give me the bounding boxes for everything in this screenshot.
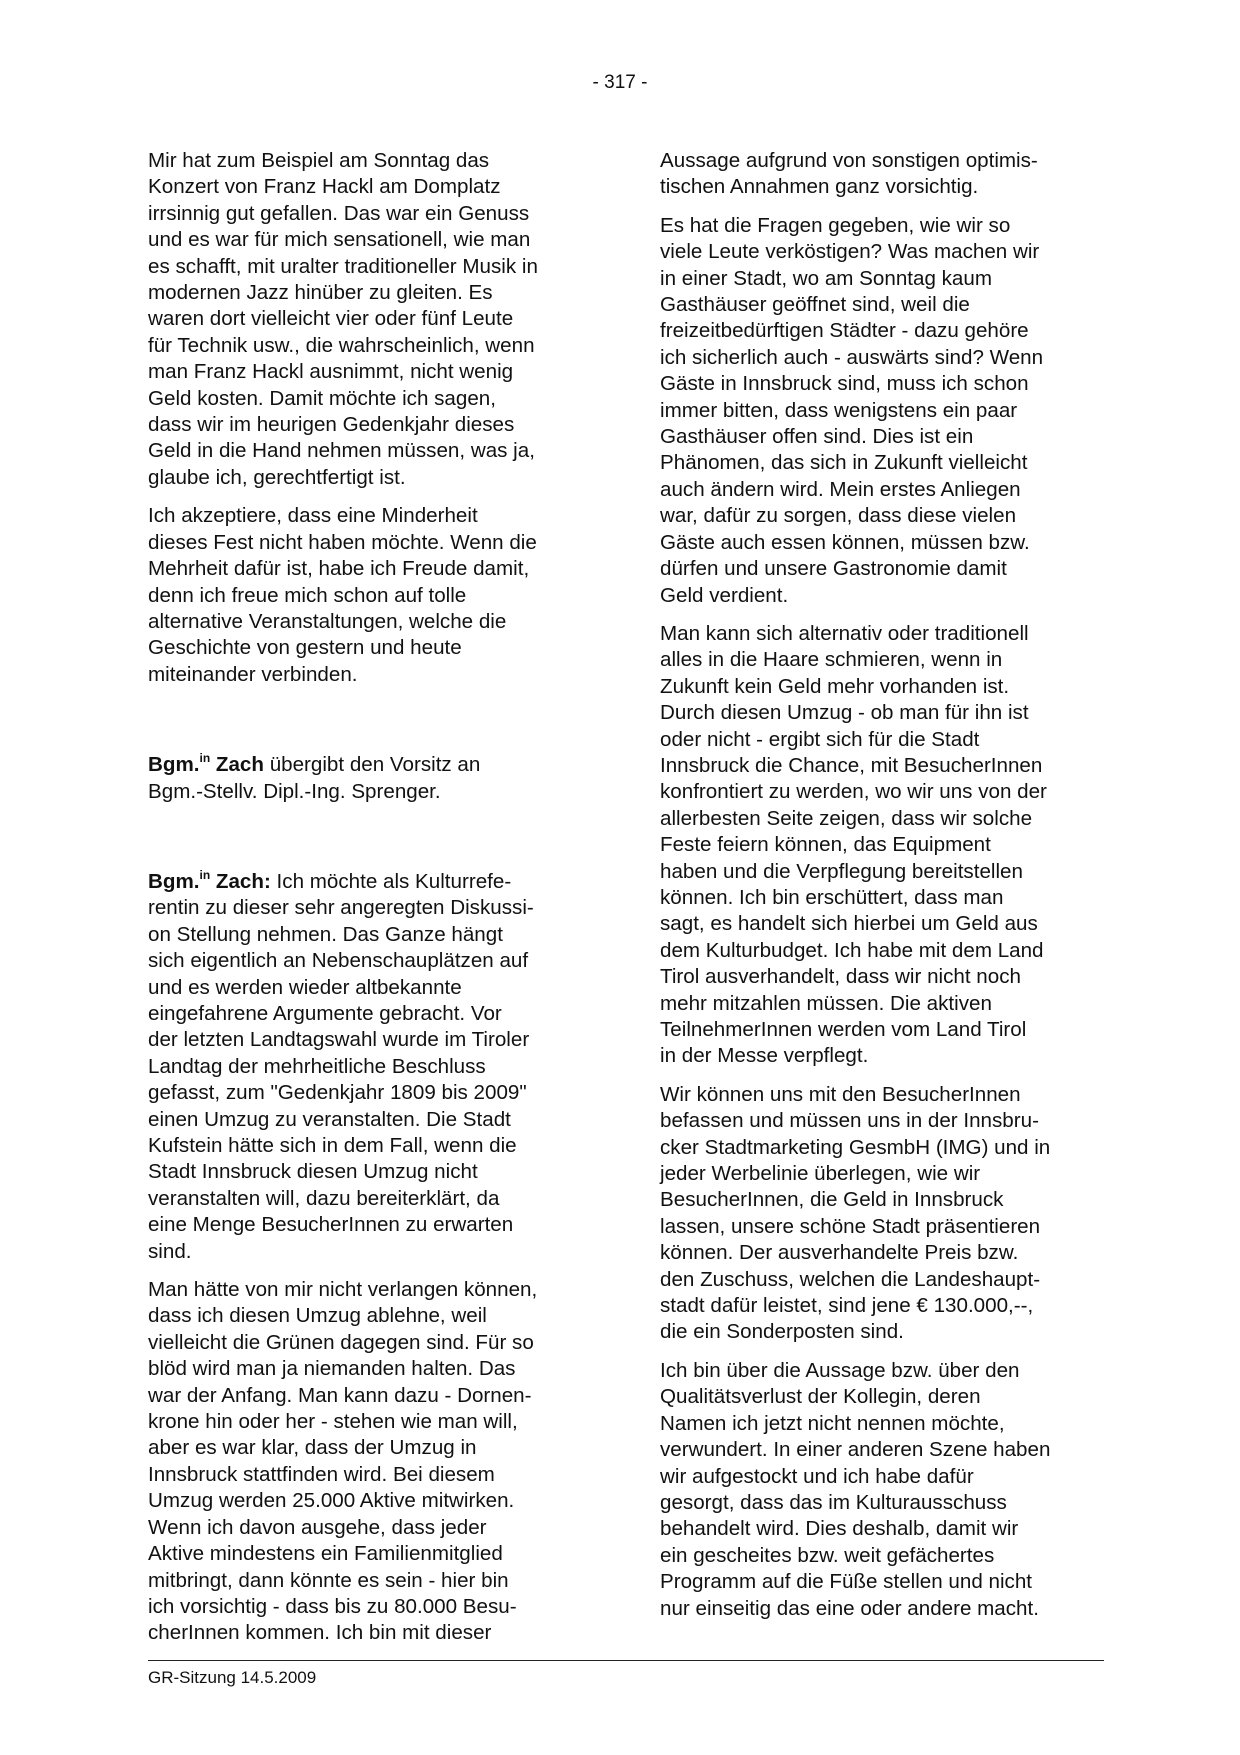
text-line: befassen und müssen uns in der Innsbru-	[660, 1109, 1039, 1133]
text-line: Aussage aufgrund von sonstigen optimis-	[660, 149, 1038, 172]
text-line: können. Der ausverhandelte Preis bzw.	[660, 1241, 1019, 1265]
text-line: war, dafür zu sorgen, dass diese vielen	[660, 504, 1017, 528]
text-line: konfrontiert zu werden, wo wir uns von der	[660, 780, 1047, 804]
text-line: Mehrheit dafür ist, habe ich Freude damit,	[148, 557, 530, 581]
text-line: veranstalten will, dazu bereiterklärt, da	[148, 1186, 500, 1210]
text-line: on Stellung nehmen. Das Ganze hängt	[148, 922, 503, 946]
text-line: sich eigentlich an Nebenschauplätzen auf	[148, 949, 529, 973]
text-line: Ich möchte als Kulturrefe-	[270, 869, 512, 893]
text-line: dieses Fest nicht haben möchte. Wenn die	[148, 530, 537, 554]
text-line: Man hätte von mir nicht verlangen können,	[148, 1278, 538, 1302]
text-line: den Zuschuss, welchen die Landeshaupt-	[660, 1267, 1041, 1291]
text-line: wir aufgestockt und ich habe dafür	[660, 1464, 974, 1488]
text-line: für Technik usw., die wahrscheinlich, wenn	[148, 333, 535, 357]
paragraph	[660, 1082, 1112, 1346]
text-line: gesorgt, dass das im Kulturausschuss	[660, 1490, 1007, 1514]
text-line: Gäste auch essen können, müssen bzw.	[660, 530, 1030, 554]
left-column	[148, 148, 598, 1647]
text-line: Es hat die Fragen gegeben, wie wir so	[660, 213, 1011, 237]
text-line: Geld verdient.	[660, 583, 789, 607]
speaker-name: Zach	[215, 753, 264, 777]
text-line: und es werden wieder altbekannte	[148, 975, 462, 999]
text-line: stadt dafür leistet, sind jene € 130.000,--,	[660, 1294, 1034, 1318]
text-line: eingefahrene Argumente gebracht. Vor	[148, 1001, 502, 1025]
text-line: dass ich diesen Umzug ablehne, weil	[148, 1304, 487, 1328]
text-line: viele Leute verköstigen? Was machen wir	[660, 240, 1040, 264]
text-line: Namen ich jetzt nicht nennen möchte,	[660, 1411, 1005, 1435]
text-line: Stadt Innsbruck diesen Umzug nicht	[148, 1160, 478, 1184]
text-line: in der Messe verpflegt.	[660, 1044, 869, 1068]
text-line: Gäste in Innsbruck sind, muss ich schon	[660, 372, 1029, 396]
text-line: denn ich freue mich schon auf tolle	[148, 583, 467, 607]
text-line: Innsbruck die Chance, mit BesucherInnen	[660, 753, 1043, 777]
text-line: eine Menge BesucherInnen zu erwarten	[148, 1213, 514, 1237]
text-line: mehr mitzahlen müssen. Die aktiven	[660, 991, 992, 1015]
text-line: Geld kosten. Damit möchte ich sagen,	[148, 386, 496, 410]
text-line: miteinander verbinden.	[148, 662, 358, 686]
text-line: krone hin oder her - stehen wie man will,	[148, 1410, 518, 1434]
text-line: aber es war klar, dass der Umzug in	[148, 1436, 477, 1460]
text-line: Mir hat zum Beispiel am Sonntag das	[148, 149, 490, 172]
text-line: dass wir im heurigen Gedenkjahr dieses	[148, 413, 515, 437]
text-line: Wir können uns mit den BesucherInnen	[660, 1082, 1021, 1106]
text-line: Kufstein hätte sich in dem Fall, wenn die	[148, 1134, 517, 1157]
page-number: - 317 -	[592, 72, 648, 93]
text-line: in einer Stadt, wo am Sonntag kaum	[660, 266, 992, 290]
text-line: jeder Werbelinie überlegen, wie wir	[660, 1162, 981, 1186]
speaker-title: Bgm.	[148, 869, 200, 893]
speaker-label	[148, 753, 264, 776]
speaker-label	[148, 867, 271, 893]
paragraph	[148, 1277, 598, 1647]
paragraph	[660, 1358, 1112, 1622]
text-line: gefasst, zum "Gedenkjahr 1809 bis 2009"	[148, 1081, 527, 1105]
speech-paragraph	[148, 869, 598, 1265]
text-line: Aktive mindestens ein Familienmitglied	[148, 1542, 503, 1566]
text-line: BesucherInnen, die Geld in Innsbruck	[660, 1188, 1004, 1212]
footer-divider	[148, 1660, 1104, 1661]
text-line: Ich akzeptiere, dass eine Minderheit	[148, 504, 478, 528]
text-line: vielleicht die Grünen dagegen sind. Für so	[148, 1330, 534, 1354]
text-line: sagt, es handelt sich hierbei um Geld aus	[660, 912, 1038, 936]
text-line: glaube ich, gerechtfertigt ist.	[148, 465, 406, 489]
text-line: allerbesten Seite zeigen, dass wir solche	[660, 806, 1033, 830]
text-line: der letzten Landtagswahl wurde im Tiroler	[148, 1028, 530, 1052]
text-line: verwundert. In einer anderen Szene haben	[660, 1438, 1051, 1462]
text-line: haben und die Verpflegung bereitstellen	[660, 859, 1023, 883]
paragraph	[148, 503, 598, 688]
text-line: sind.	[148, 1239, 192, 1263]
text-line: ich vorsichtig - dass bis zu 80.000 Besu-	[148, 1594, 517, 1618]
text-line: es schafft, mit uralter traditioneller Musik in	[148, 254, 538, 278]
text-line: lassen, unsere schöne Stadt präsentieren	[660, 1214, 1041, 1238]
text-line: tischen Annahmen ganz vorsichtig.	[660, 175, 979, 199]
text-line: irrsinnig gut gefallen. Das war ein Genuss	[148, 201, 530, 225]
text-line: einen Umzug zu veranstalten. Die Stadt	[148, 1107, 511, 1131]
paragraph	[660, 621, 1112, 1070]
text-line: man Franz Hackl ausnimmt, nicht wenig	[148, 360, 514, 384]
text-line: alternative Veranstaltungen, welche die	[148, 609, 507, 633]
right-column	[660, 148, 1112, 1622]
text-line: Konzert von Franz Hackl am Domplatz	[148, 175, 501, 199]
text-line: rentin zu dieser sehr angeregten Diskussi-	[148, 896, 534, 920]
text-line: Innsbruck stattfinden wird. Bei diesem	[148, 1462, 495, 1486]
paragraph	[660, 213, 1112, 609]
speaker-title: Bgm.	[148, 753, 200, 777]
text-line: oder nicht - ergibt sich für die Stadt	[660, 727, 980, 751]
text-line: cker Stadtmarketing GesmbH (IMG) und in	[660, 1135, 1051, 1159]
text-line: Ich bin über die Aussage bzw. über den	[660, 1358, 1020, 1382]
text-line: Umzug werden 25.000 Aktive mitwirken.	[148, 1489, 515, 1513]
speaker-name: Zach:	[215, 869, 271, 893]
text-line: waren dort vielleicht vier oder fünf Leute	[148, 307, 514, 331]
text-line: Durch diesen Umzug - ob man für ihn ist	[660, 701, 1029, 725]
text-line: Gasthäuser geöffnet sind, weil die	[660, 293, 970, 317]
text-line: Tirol ausverhandelt, dass wir nicht noch	[660, 965, 1021, 989]
text-line: cherInnen kommen. Ich bin mit dieser	[148, 1621, 492, 1645]
text-line: Landtag der mehrheitliche Beschluss	[148, 1054, 486, 1078]
text-line: dürfen und unsere Gastronomie damit	[660, 557, 1007, 581]
text-line: modernen Jazz hinüber zu gleiten. Es	[148, 281, 493, 305]
text-line: dem Kulturbudget. Ich habe mit dem Land	[660, 938, 1044, 962]
paragraph	[148, 148, 598, 491]
chair-notice	[148, 752, 598, 805]
text-line: nur einseitig das eine oder andere macht.	[660, 1596, 1039, 1620]
text-line: Geschichte von gestern und heute	[148, 636, 462, 660]
text-line: und es war für mich sensationell, wie man	[148, 228, 531, 252]
text-line: mitbringt, dann könnte es sein - hier bin	[148, 1568, 509, 1592]
text-line: ein gescheites bzw. weit gefächertes	[660, 1543, 995, 1567]
text-line: Phänomen, das sich in Zukunft vielleicht	[660, 451, 1028, 475]
text-line: übergibt den Vorsitz an	[263, 753, 481, 777]
text-line: auch ändern wird. Mein erstes Anliegen	[660, 477, 1021, 501]
text-line: behandelt wird. Dies deshalb, damit wir	[660, 1517, 1019, 1541]
footer-session-date: GR-Sitzung 14.5.2009	[148, 1668, 317, 1687]
paragraph	[660, 148, 1112, 201]
text-line: Feste feiern können, das Equipment	[660, 833, 991, 857]
speaker-title-superscript: in	[199, 751, 211, 766]
text-line: Wenn ich davon ausgehe, dass jeder	[148, 1515, 487, 1539]
text-line: die ein Sonderposten sind.	[660, 1320, 904, 1344]
text-line: TeilnehmerInnen werden vom Land Tirol	[660, 1018, 1027, 1041]
text-line: alles in die Haare schmieren, wenn in	[660, 648, 1003, 672]
text-line: blöd wird man ja niemanden halten. Das	[148, 1357, 516, 1381]
text-line: Geld in die Hand nehmen müssen, was ja,	[148, 439, 535, 463]
text-line: Programm auf die Füße stellen und nicht	[660, 1570, 1033, 1594]
text-line: Zukunft kein Geld mehr vorhanden ist.	[660, 674, 1010, 698]
text-line: Gasthäuser offen sind. Dies ist ein	[660, 425, 974, 449]
text-line: Qualitätsverlust der Kollegin, deren	[660, 1385, 981, 1409]
speaker-title-superscript: in	[199, 867, 211, 882]
text-line: Bgm.-Stellv. Dipl.-Ing. Sprenger.	[148, 779, 441, 803]
text-line: war der Anfang. Man kann dazu - Dornen-	[148, 1383, 532, 1407]
text-line: immer bitten, dass wenigstens ein paar	[660, 398, 1018, 422]
text-line: ich sicherlich auch - auswärts sind? Wenn	[660, 345, 1044, 369]
text-line: freizeitbedürftigen Städter - dazu gehöre	[660, 319, 1029, 343]
text-line: Man kann sich alternativ oder traditionell	[660, 621, 1029, 645]
text-line: können. Ich bin erschüttert, dass man	[660, 885, 1004, 909]
